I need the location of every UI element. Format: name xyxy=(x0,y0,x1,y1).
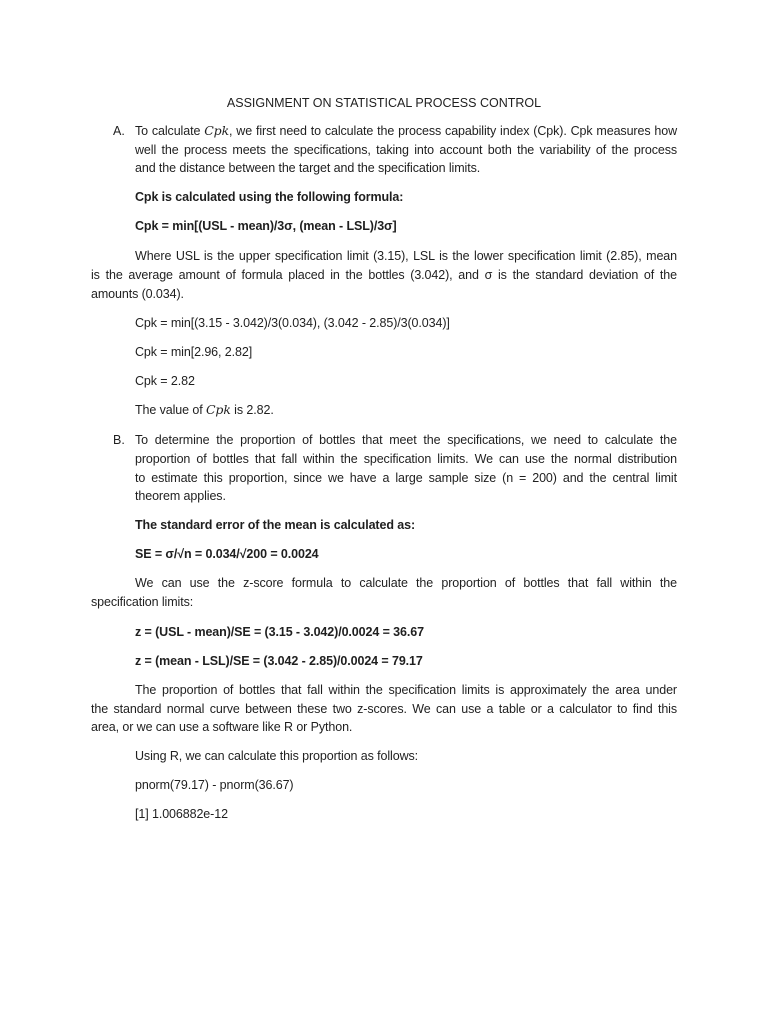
where-line-2: is the average amount of formula placed in the bottles (3.042), and σ is the standard deviation of the xyxy=(91,268,677,282)
cpk-value-sentence xyxy=(135,401,274,419)
proportion-line-3: area, or we can use a software like R or Python. xyxy=(91,720,353,734)
se-formula: SE = σ/√n = 0.034/√200 = 0.0024 xyxy=(135,547,319,561)
section-a-intro-line-2: well the process meets the specifications, taking into account both the variability of the process xyxy=(135,143,677,157)
where-line-1: Where USL is the upper specification limit (3.15), LSL is the lower specification limit (2.85), mean xyxy=(135,249,677,263)
cpk-symbol: Cpk xyxy=(204,123,230,138)
text-run: The value of xyxy=(135,403,206,417)
cpk-calc-3: Cpk = 2.82 xyxy=(135,374,195,388)
z-score-lsl: z = (mean - LSL)/SE = (3.042 - 2.85)/0.0024 = 79.17 xyxy=(135,654,423,668)
section-a-marker: A. xyxy=(113,124,125,138)
proportion-line-2: the standard normal curve between these two z-scores. We can use a table or a calculator to find this xyxy=(91,702,677,716)
z-intro-line-2: specification limits: xyxy=(91,595,194,609)
text-run: , we first need to calculate the process capability index (Cpk). Cpk measures how xyxy=(229,124,677,138)
r-output: [1] 1.006882e-12 xyxy=(135,807,228,821)
section-a-intro-line-3: and the distance between the target and the specification limits. xyxy=(135,161,481,175)
section-a-intro-line-1 xyxy=(135,122,677,140)
page-title: ASSIGNMENT ON STATISTICAL PROCESS CONTROL xyxy=(226,96,542,110)
section-b-intro-line-4: theorem applies. xyxy=(135,489,226,503)
section-b-intro-line-1: To determine the proportion of bottles that meet the specifications, we need to calculate the xyxy=(135,433,677,447)
section-b-intro-line-3: to estimate this proportion, since we have a large sample size (n = 200) and the central limit xyxy=(135,471,677,485)
r-code: pnorm(79.17) - pnorm(36.67) xyxy=(135,778,294,792)
r-intro: Using R, we can calculate this proportion as follows: xyxy=(135,749,419,763)
cpk-calc-1: Cpk = min[(3.15 - 3.042)/3(0.034), (3.042 - 2.85)/3(0.034)] xyxy=(135,316,450,330)
cpk-formula: Cpk = min[(USL - mean)/3σ, (mean - LSL)/3σ] xyxy=(135,219,397,233)
z-intro-line-1: We can use the z-score formula to calculate the proportion of bottles that fall within the xyxy=(135,576,677,590)
formula-heading: Cpk is calculated using the following formula: xyxy=(135,190,404,204)
cpk-calc-2: Cpk = min[2.96, 2.82] xyxy=(135,345,253,359)
section-b-intro-line-2: proportion of bottles that fall within the specification limits. We can use the normal distribution xyxy=(135,452,677,466)
cpk-symbol: Cpk xyxy=(205,402,231,417)
where-line-3: amounts (0.034). xyxy=(91,287,184,301)
section-b-marker: B. xyxy=(113,433,125,447)
text-run: To calculate xyxy=(135,124,205,138)
proportion-line-1: The proportion of bottles that fall within the specification limits is approximately the area under xyxy=(135,683,677,697)
se-heading: The standard error of the mean is calculated as: xyxy=(135,518,416,532)
text-run: is 2.82. xyxy=(230,403,274,417)
z-score-usl: z = (USL - mean)/SE = (3.15 - 3.042)/0.0024 = 36.67 xyxy=(135,625,424,639)
